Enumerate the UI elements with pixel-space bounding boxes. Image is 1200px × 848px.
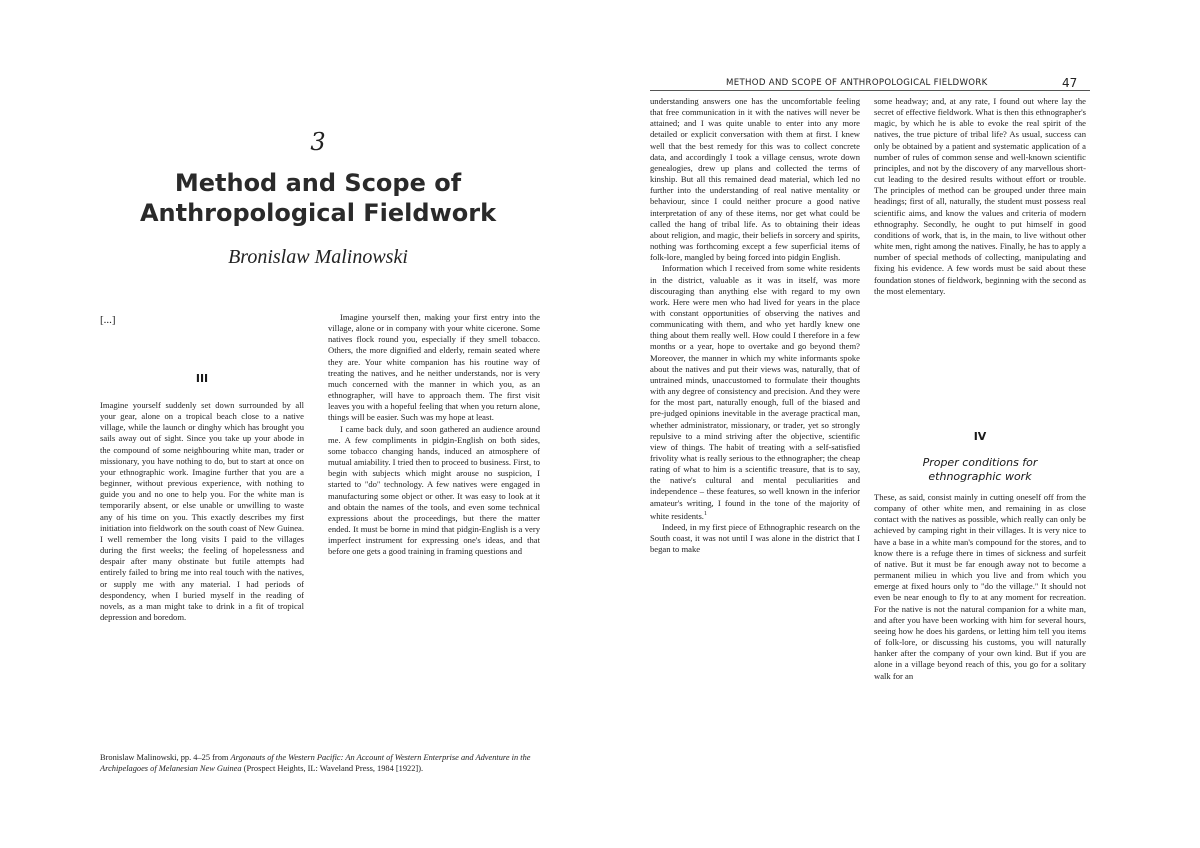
footnote-book-title: Argonauts of the Western Pacific: An Account of Western Enterprise and Adventure in the Archipelagoes of Melanesian New Guinea <box>100 753 531 773</box>
section-heading-line2: ethnographic work <box>928 470 1032 483</box>
paragraph: Indeed, in my first piece of Ethnographic research on the South coast, it was not until I was alone in the district that I began to make <box>650 521 860 555</box>
left-column-2 <box>328 312 540 692</box>
footnote-suffix: (Prospect Heights, IL: Waveland Press, 1984 [1922]). <box>241 764 424 773</box>
running-head: METHOD AND SCOPE OF ANTHROPOLOGICAL FIELDWORK <box>726 78 988 88</box>
section-heading-line1: Proper conditions for <box>922 456 1038 469</box>
paragraph: some headway; and, at any rate, I found out where lay the secret of effective fieldwork. What is then this ethnographer's magic, by which he is able to evoke the real spirit of the natives, the true picture of tribal life? As usual, success can only be obtained by a patient and systematic application of a number of rules of common sense and well-known scientific principles, and not by the discovery of any marvellous short-cut leading to the desired results without effort or trouble. The principles of method can be grouped under three main headings; first of all, naturally, the student must possess real scientific aims, and know the values and criteria of modern ethnography. Secondly, he ought to put himself in good conditions of work, that is, in the main, to live without other white men, right among the natives. Finally, he has to apply a number of special methods of collecting, manipulating and fixing his evidence. A few words must be said about these foundation stones of fieldwork, beginning with the second as the most elementary. <box>874 96 1086 296</box>
paragraph <box>650 263 860 521</box>
footnote-prefix: Bronislaw Malinowski, pp. 4–25 from <box>100 753 231 762</box>
chapter-number: 3 <box>310 128 326 156</box>
chapter-author: Bronislaw Malinowski <box>228 246 408 268</box>
paragraph: understanding answers one has the uncomfortable feeling that free communication in it with the natives will never be attained; and I was quite unable to enter into any more detailed or explicit conversation with them at first. I knew well that the best remedy for this was to collect concrete data, and accordingly I took a village census, wrote down genealogies, drew up plans and collected the terms of kinship. But all this remained dead material, which led no further into the understanding of real native mentality or behaviour, since I could neither procure a good native interpretation of any of these items, nor get what could be called the hang of tribal life. As to obtaining their ideas about religion, and magic, their beliefs in sorcery and spirits, nothing was forthcoming except a few superficial items of folk-lore, mangled by being forced into pidgin English. <box>650 96 860 263</box>
paragraph: I came back duly, and soon gathered an audience around me. A few compliments in pidgin-English on both sides, some tobacco changing hands, induced an atmosphere of mutual amiability. I tried then to proceed to business. First, to begin with subjects which might arouse no suspicion, I started to "do" technology. A few natives were engaged in manufacturing some object or other. It was easy to look at it and obtain the names of the tools, and even some technical expressions about the proceedings, but there the matter ended. It must be borne in mind that pidgin-English is a very imperfect instrument for expressing one's ideas, and that before one gets a good training in framing questions and <box>328 423 540 557</box>
right-column-3 <box>874 492 1086 842</box>
left-column-1 <box>100 400 304 688</box>
paragraph-text: Information which I received from some white residents in the district, valuable as it was in itself, was more discouraging than anything else with regard to my own work. Here were men who had lived for years in the place with constant opportunities of observing the natives and communicating with them, and who yet hardly knew one thing about them really well. How could I therefore in a few months or a year, hope to overtake and go beyond them? Moreover, the manner in which my white informants spoke about the natives and put their views was, naturally, that of untrained minds, unaccustomed to formulate their thoughts with any degree of consistency and precision. And they were for the most part, naturally enough, full of the biased and pre-judged opinions inevitable in the average practical man, whether administrator, missionary, or trader, yet so strongly repulsive to a mind striving after the objective, scientific view of things. The habit of treating with a self-satisfied frivolity what is really serious to the ethnographer; the cheap rating of what to him is a scientific treasure, that is to say, the native's cultural and mental peculiarities and independence – these features, so well known in the inferior amateur's writing, I found in the tone of the majority of white residents. <box>650 263 860 521</box>
right-column-1 <box>650 96 860 844</box>
section-numeral-iv: IV <box>973 430 987 443</box>
chapter-title-line1: Method and Scope of <box>174 169 462 197</box>
running-head-rule <box>650 90 1090 91</box>
ellipsis-marker: [...] <box>100 314 116 326</box>
source-footnote <box>100 752 540 774</box>
chapter-title <box>98 168 538 228</box>
footnote-marker: 1 <box>703 510 707 517</box>
section-numeral-iii: III <box>195 372 209 385</box>
section-heading <box>874 456 1086 484</box>
paragraph: Imagine yourself then, making your first entry into the village, alone or in company with your white cicerone. Some natives flock round you, especially if they smell tobacco. Others, the more dignified and elderly, remain seated where they are. Your white companion has his routine way of treating the natives, and he neither understands, nor is very much concerned with the manner in which you, as an ethnographer, will have to approach them. The first visit leaves you with a hopeful feeling that when you return alone, things will be easier. Such was my hope at least. <box>328 312 540 423</box>
chapter-title-line2: Anthropological Fieldwork <box>139 199 497 227</box>
paragraph: Imagine yourself suddenly set down surrounded by all your gear, alone on a tropical beach close to a native village, while the launch or dinghy which has brought you sails away out of sight. Since you take up your abode in the compound of some neighbouring white man, trader or missionary, you have nothing to do, but to start at once on your ethnographic work. Imagine further that you are a beginner, without previous experience, with nothing to guide you and no one to help you. For the white man is temporarily absent, or else unable or unwilling to waste any of his time on you. This exactly describes my first initiation into fieldwork on the south coast of New Guinea. I well remember the long visits I paid to the villages during the first weeks; the feeling of hopelessness and despair after many obstinate but futile attempts had entirely failed to bring me into real touch with the natives, or supply me with any material. I had periods of despondency, when I buried myself in the reading of novels, as a man might take to drink in a fit of tropical depression and boredom. <box>100 400 304 622</box>
page-number: 47 <box>1062 76 1078 90</box>
right-column-2 <box>874 96 1086 426</box>
paragraph: These, as said, consist mainly in cutting oneself off from the company of other white men, and remaining in as close contact with the natives as possible, which really can only be achieved by camping right in their villages. It is very nice to have a base in a white man's compound for the stores, and to know there is a refuge there in times of sickness and surfeit of native. But it must be far enough away not to become a permanent milieu in which you live and from which you emerge at fixed hours only to "do the village." It should not even be near enough to fly to at any moment for recreation. For the native is not the natural companion for a white man, and after you have been working with him for several hours, seeing how he does his gardens, or letting him tell you items of folk-lore, or discussing his customs, you will naturally hanker after the company of your own kind. But if you are alone in a village beyond reach of this, you go for a solitary walk for an <box>874 492 1086 681</box>
